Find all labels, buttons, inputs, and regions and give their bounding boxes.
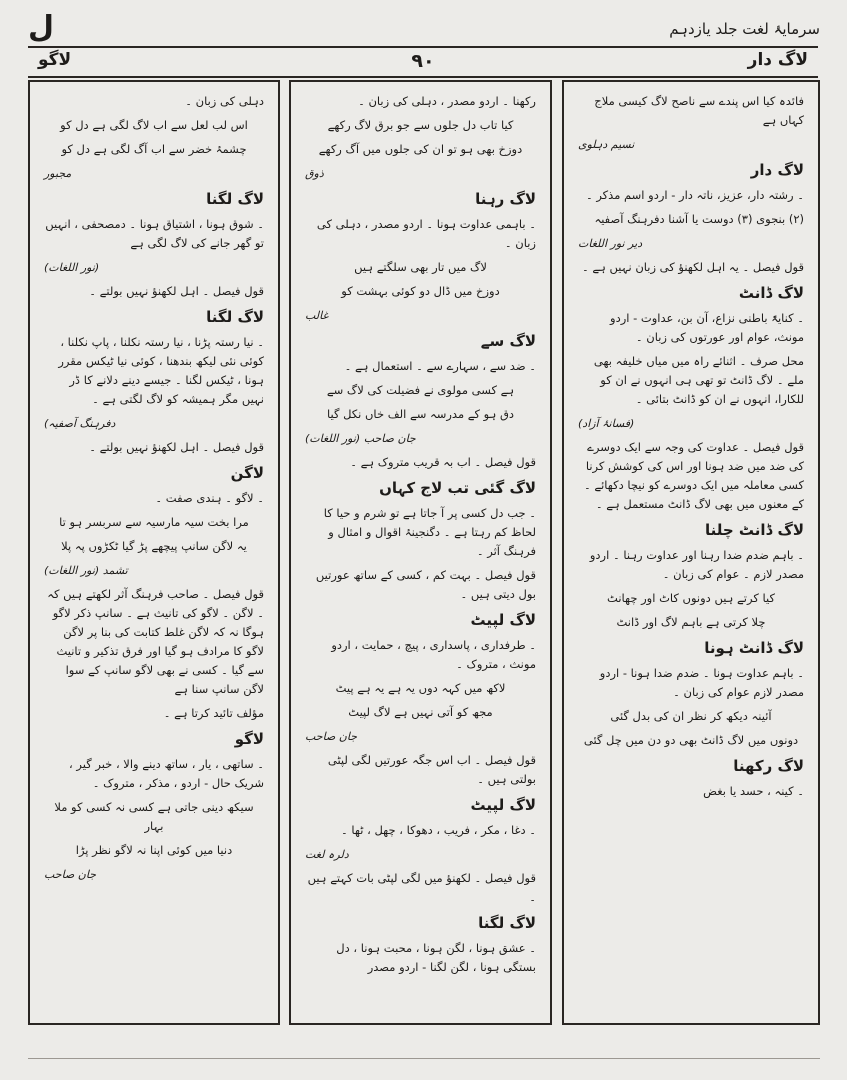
- citation: تشمد (نور اللغات): [44, 564, 128, 577]
- citation: جان صاحب: [305, 730, 358, 743]
- verse-line: دونوں میں لاگ ڈانٹ بھی دو دن میں چل گئی: [583, 733, 799, 747]
- citation: ذوق: [305, 167, 324, 180]
- verse-line: دوزخ بھی ہو تو ان کی جلوں میں آگ رکھے: [318, 142, 523, 156]
- entry-text: ۔ رشتہ دار، عزیز، ناتہ دار - اردو اسم مذکر ۔: [585, 188, 804, 202]
- running-head: [20, 8, 830, 48]
- verse-line: چشمۂ خضر سے اب آگ لگی ہے دل کو: [61, 142, 247, 156]
- verse-line: کیا تاب دل جلوں سے جو برق لاگ رکھے: [327, 118, 514, 132]
- page-number: ۹۰: [411, 50, 435, 72]
- entry-text: قول فیصل ۔ اب اس جگہ عورتیں لگی لپٹی بولتی ہیں ۔: [327, 753, 536, 786]
- entry-headword: لاگ لپیٹ: [470, 611, 536, 629]
- entry-text: ۔ طرفداری ، پاسداری ، پیچ ، حمایت ، اردو مونث ، متروک ۔: [331, 638, 536, 671]
- entry-headword: لاگ ڈانٹ ہونا: [704, 639, 804, 657]
- entry-text: ۔ جب دل کسی پر آ جاتا ہے تو شرم و حیا کا لحاظ کم رہتا ہے ۔ دگنجینۂ اقوال و امثال و فرہنگ آثر ۔: [323, 506, 536, 558]
- entry-text: قول فیصل ۔ بہت کم ، کسی کے ساتھ عورتیں بول دیتی ہیں ۔: [315, 568, 536, 601]
- entry-text: ۔ لاگو ۔ ہندی صفت ۔: [155, 491, 264, 505]
- entry-text: ۔ باہمی عداوت ہونا ۔ اردو مصدر ، دہلی کی زبان ۔: [316, 217, 536, 250]
- entry-text: قول فیصل ۔ صاحب فرہنگ آثر لکھتے ہیں کہ ۔ لاگن ۔ لاگو کی تانیث ہے ۔ سانپ ذکر لاگو ہوگا نہ کہ لاگن غلط کتابت کی بنا پر لاگن لاگو کا مرادف ہو گیا اور فرق تذکیر و تانیث سے گیا ۔ کسی نے بھی لاگو سانپ کے سوا لاگن سانپ سنا ہے: [47, 587, 264, 696]
- entry-text: ۔ ساتھی ، یار ، ساتھ دینے والا ، خبر گیر ، شریک حال - اردو ، مذکر ، متروک ۔: [69, 757, 264, 790]
- verse-line: لاگ میں تار بھی سلگتے ہیں: [354, 260, 487, 274]
- verse-line: کیا کرتے ہیں دونوں کاٹ اور چھانٹ: [607, 591, 775, 605]
- entry-text: ۔ باہم ضدم ضدا رہنا اور عداوت رہنا ۔ اردو مصدر لازم ۔ عوام کی زبان ۔: [589, 548, 804, 581]
- entry-text: فائدہ کیا اس پندے سے ناصح لاگ کیسی ملاج کہاں ہے: [594, 94, 804, 127]
- entry-headword: لاگ لگنا: [478, 914, 536, 932]
- entry-text: قول فیصل ۔ اب بہ قریب متروک ہے ۔: [350, 455, 536, 469]
- entry-headword: لاگ رکھنا: [733, 757, 804, 775]
- bottom-rule: [28, 1032, 820, 1059]
- entry-text: قول فیصل ۔ عداوت کی وجہ سے ایک دوسرے کی ضد میں ضد ہونا اور اس کی کوشش کرنا کسی معاملہ میں ایک دوسرے کو نیچا دکھائے ۔ کے معنوں میں بھی لاگ ڈانٹ مستعمل ہے ۔: [583, 440, 804, 511]
- verse-line: دوزخ میں ڈال دو کوئی بہشت کو: [341, 284, 500, 298]
- entry-text: دہلی کی زبان ۔: [185, 94, 264, 108]
- verse-line: مجھ کو آتی نہیں ہے لاگ لپیٹ: [348, 705, 493, 719]
- entry-headword: لاگ دار: [750, 161, 804, 179]
- entry-text: ۔ دغا ، مکر ، فریب ، دھوکا ، چھل ، ٹھا ۔: [341, 823, 536, 837]
- column-middle: [289, 80, 552, 1025]
- entry-headword: لاگن: [230, 464, 264, 482]
- entry-headword: لاگ ڈانٹ: [738, 284, 804, 302]
- entry-text: رکھنا ۔ اردو مصدر ، دہلی کی زبان ۔: [358, 94, 536, 108]
- entry-headword: لاگ لپیٹ: [470, 796, 536, 814]
- page-header: [28, 46, 818, 78]
- citation: دلرہ لغت: [305, 848, 349, 861]
- citation: غالب: [305, 309, 329, 322]
- entry-headword: لاگ لگنا: [206, 190, 264, 208]
- entry-text: ۔ باہم عداوت ہونا ۔ ضدم ضدا ہونا - اردو مصدر لازم عوام کی زبان ۔: [599, 666, 804, 699]
- citation: جان صاحب (نور اللغات): [305, 432, 416, 445]
- citation: (نور اللغات): [44, 261, 100, 274]
- verse-line: دنیا میں کوئی اپنا نہ لاگو نظر پڑا: [75, 843, 233, 857]
- column-left: [28, 80, 280, 1025]
- entry-text: مؤلف تائید کرتا ہے ۔: [163, 706, 264, 720]
- citation: نسیم دہلوی: [578, 138, 635, 151]
- header-right-keyword: لاگ دار: [747, 50, 808, 70]
- citation: دیر نور اللغات: [578, 237, 643, 250]
- verse-line: مرا بخت سیہ مارسیہ سے سربسر ہو تا: [59, 515, 249, 529]
- entry-text: ۔ نیا رستہ پڑنا ، نیا رستہ نکلنا ، پاپ نکلنا ، کوئی نئی لیکھ بندھنا ، کوئی نیا ٹیکس مقرر ہونا ، ٹیکس لگنا ۔ جیسے دینے دلانے کا ڈر نہیں مگر ہمیشہ کو لاگ لگتی ہے ۔: [58, 335, 264, 406]
- verse-line: سیکھ دینی جاتی ہے کسی نہ کسی کو ملا بہار: [54, 800, 254, 833]
- verse-line: یہ لاگن سانپ پیچھے پڑ گیا ٹکڑوں پہ پلا: [61, 539, 247, 553]
- entry-text: محل صرف ۔ اثنائے راہ میں میاں خلیفہ بھی ملے ۔ لاگ ڈانٹ تو تھی ہی انہوں نے ان کو للکارا، انہوں نے ان کو ڈانٹ بتائی ۔: [593, 354, 804, 406]
- verse-line: چلا کرتی ہے باہم لاگ اور ڈانٹ: [616, 615, 766, 629]
- citation: جان صاحب: [44, 868, 97, 881]
- section-letter: ل: [28, 10, 55, 45]
- citation: دفرہنگ آصفیہ): [44, 417, 116, 430]
- verse-line: دق ہو کے مدرسہ سے الف خاں نکل گیا: [326, 407, 515, 421]
- verse-line: اس لب لعل سے اب لاگ لگی ہے دل کو: [60, 118, 248, 132]
- verse-line: لاکھ میں کہہ دوں یہ ہے یہ ہے پیٹ: [335, 681, 506, 695]
- series-title: سرمایۂ لغت جلد یازدہم: [669, 20, 820, 38]
- entry-text: ۔ ضد سے ، سہارے سے ۔ استعمال ہے ۔: [344, 359, 536, 373]
- entry-text: ۔ کنایۃً باطنی نزاع، آن بن، عداوت - اردو مونث، عوام اور عورتوں کی زبان ۔: [610, 311, 804, 344]
- entry-headword: لاگ ڈانٹ چلنا: [705, 521, 804, 539]
- header-left-keyword: لاگو: [38, 50, 72, 70]
- entry-text: ۔ کینہ ، حسد یا بغض: [703, 784, 804, 798]
- entry-text: ۔ عشق ہونا ، لگن ہونا ، محبت ہونا ، دل بستگی ہونا ، لگن لگنا - اردو مصدر: [336, 941, 536, 974]
- citation: مجبور: [44, 167, 72, 180]
- entry-headword: لاگ گئی تب لاج کہاں: [379, 479, 536, 497]
- entry-headword: لاگ لگنا: [206, 308, 264, 326]
- entry-text: قول فیصل ۔ اہل لکھنؤ نہیں بولتے ۔: [89, 284, 264, 298]
- entry-text: ۔ شوق ہونا ، اشتیاق ہونا ۔ دمصحفی ، انہیں تو گھر جانے کی لاگ لگی ہے: [45, 217, 264, 250]
- entry-headword: لاگ سے: [480, 332, 536, 350]
- entry-headword: لاگو: [234, 730, 264, 748]
- column-right: [562, 80, 820, 1025]
- entry-headword: لاگ رہنا: [475, 190, 536, 208]
- entry-text: (۲) بنجوی (۳) دوست یا آشنا دفرہنگ آصفیہ: [594, 212, 804, 226]
- verse-line: آئینہ دیکھ کر نظر ان کی بدل گئی: [610, 709, 772, 723]
- entry-text: قول فیصل ۔ اہل لکھنؤ نہیں بولتے ۔: [89, 440, 264, 454]
- entry-text: قول فیصل ۔ یہ اہل لکھنؤ کی زبان نہیں ہے ۔: [581, 260, 804, 274]
- verse-line: ہے کسی مولوی نے فضیلت کی لاگ سے: [326, 383, 515, 397]
- entry-text: قول فیصل ۔ لکھنؤ میں لگی لپٹی بات کہتے ہیں ۔: [307, 871, 536, 904]
- citation: (فسانۂ آزاد): [578, 417, 635, 430]
